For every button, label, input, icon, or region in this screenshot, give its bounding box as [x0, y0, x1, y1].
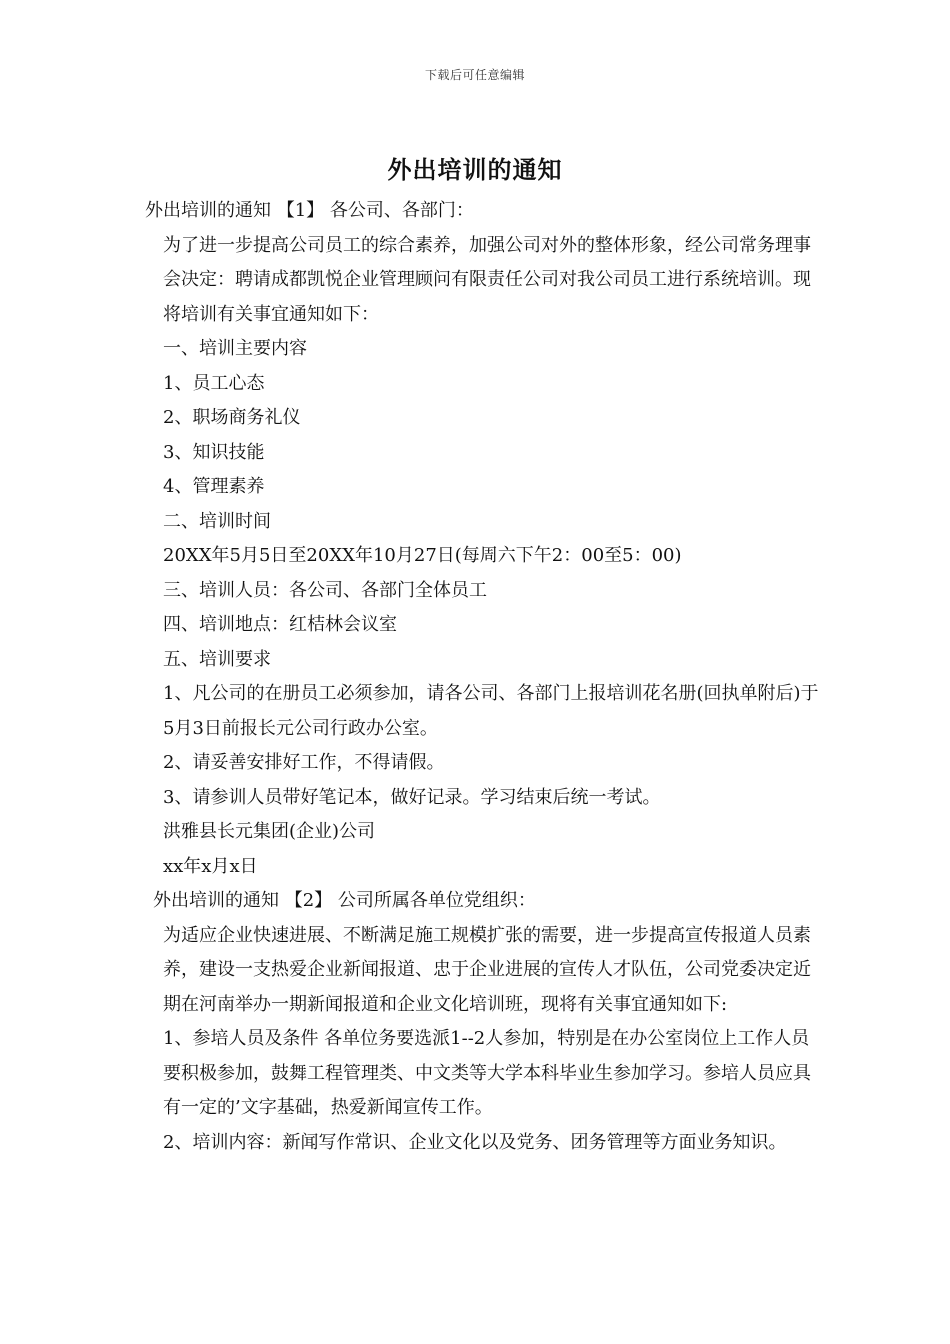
document-body	[145, 194, 825, 1160]
paragraph: 1、员工心态	[163, 372, 265, 394]
paragraph: 一、培训主要内容	[163, 338, 307, 359]
document-title: 外出培训的通知	[387, 155, 563, 184]
paragraph: 为了进一步提高公司员工的综合素养，加强公司对外的整体形象，经公司常务理事会决定：聘请成都凯悦企业管理顾问有限责任公司对我公司员工进行系统培训。现将培训有关事宜通知如下：	[163, 234, 811, 325]
paragraph: 2、请妥善安排好工作，不得请假。	[163, 752, 445, 773]
paragraph: 四、培训地点：红桔林会议室	[163, 614, 397, 635]
paragraph: 2、职场商务礼仪	[163, 407, 301, 428]
paragraph: 1、凡公司的在册员工必须参加，请各公司、各部门上报培训花名册(回执单附后)于5月3日前报长元公司行政办公室。	[163, 683, 819, 739]
paragraph: 4、管理素养	[163, 476, 265, 497]
paragraph: 五、培训要求	[163, 648, 271, 670]
paragraph: 外出培训的通知 【1】 各公司、各部门：	[145, 200, 474, 221]
paragraph: 洪雅县长元集团(企业)公司	[163, 821, 376, 842]
paragraph: 三、培训人员：各公司、各部门全体员工	[163, 579, 487, 601]
paragraph: 3、知识技能	[163, 441, 265, 463]
paragraph: 为适应企业快速进展、不断满足施工规模扩张的需要，进一步提高宣传报道人员素养，建设一支热爱企业新闻报道、忠于企业进展的宣传人才队伍，公司党委决定近期在河南举办一期新闻报道和企业文化培训班，现将有关事宜通知如下:	[163, 924, 811, 1015]
paragraph: 二、培训时间	[163, 510, 271, 532]
paragraph: 3、请参训人员带好笔记本，做好记录。学习结束后统一考试。	[163, 786, 661, 808]
paragraph: 20XX年5月5日至20XX年10月27日(每周六下午2：00至5：00)	[163, 545, 682, 566]
paragraph: 2、培训内容：新闻写作常识、企业文化以及党务、团务管理等方面业务知识。	[163, 1131, 787, 1153]
paragraph: 1、参培人员及条件 各单位务要选派1--2人参加，特别是在办公室岗位上工作人员要积极参加，鼓舞工程管理类、中文类等大学本科毕业生参加学习。参培人员应具有一定的’文字基础，热爱新闻宣传工作。	[163, 1028, 811, 1118]
header-note: 下载后可任意编辑	[424, 68, 525, 82]
paragraph: xx年x月x日	[163, 855, 258, 877]
paragraph: 外出培训的通知 【2】 公司所属各单位党组织：	[153, 890, 536, 911]
